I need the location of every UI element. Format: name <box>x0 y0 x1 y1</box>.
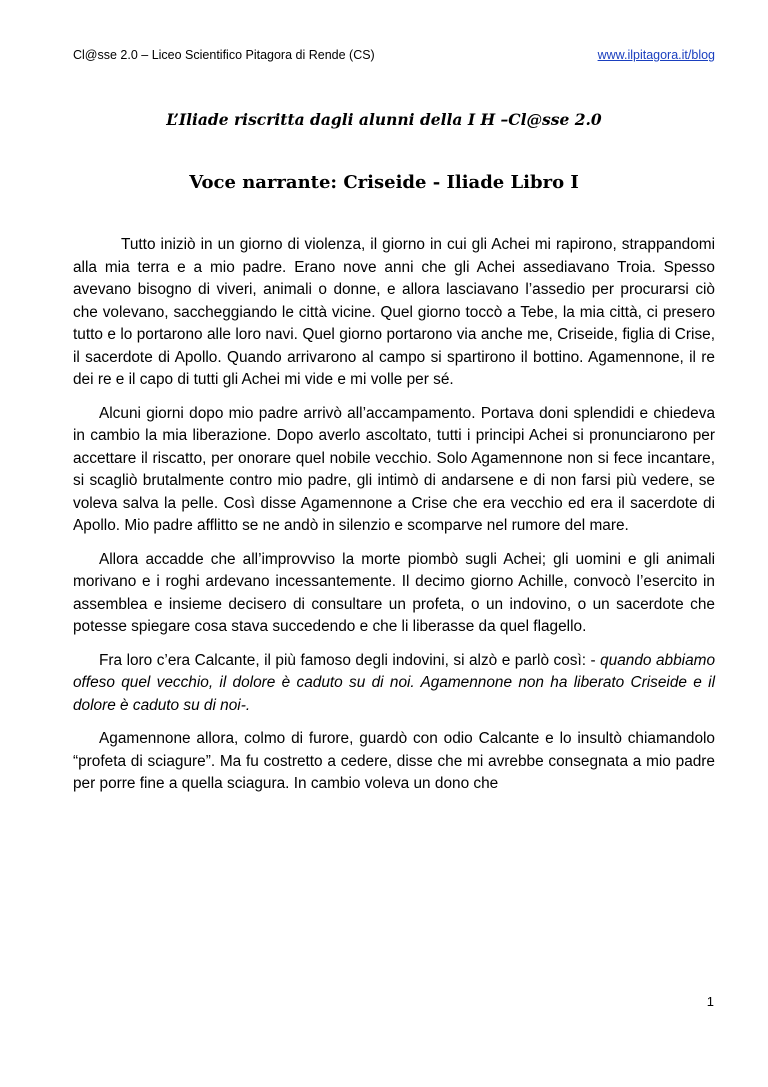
paragraph-quote: quando abbiamo offeso quel vecchio, il dolore è caduto su di noi. Agamennone non ha liberato Criseide e il dolore è caduto su di noi-. <box>73 651 716 714</box>
paragraph: Tutto iniziò in un giorno di violenza, il giorno in cui gli Achei mi rapirono, strappandomi alla mia terra e a mio padre. Erano nove anni che gli Achei assediavano Troia. Spesso avevano bisogno di viveri, animali o donne, e allora lasciavano l’assedio per procurarsi ciò che volevano, saccheggiando le città vicine. Quel giorno toccò a Tebe, la mia città, ci presero tutto e lo portarono alle loro navi. Quel giorno portarono via anche me, Criseide, figlia di Crise, il sacerdote di Apollo. Quando arrivarono al campo si spartirono il bottino. Agamennone, il re dei re e il capo di tutti gli Achei mi vide e mi volle per sé. <box>73 236 715 388</box>
paragraph: Allora accadde che all’improvviso la morte piombò sugli Achei; gli uomini e gli animali morivano e i roghi ardevano incessantemente. Il decimo giorno Achille, convocò l’esercito in assemblea e insieme decisero di consultare un profeta, o un indovino, o un sacerdote che potesse spiegare cosa stava succedendo e che li liberasse da quel flagello. <box>73 550 715 635</box>
document-body <box>73 234 715 807</box>
header-blog-link[interactable]: www.ilpitagora.it/blog <box>597 48 715 62</box>
paragraph <box>73 650 715 718</box>
paragraph-lead: Fra loro c’era Calcante, il più famoso degli indovini, si alzò e parlò così: - <box>99 651 601 669</box>
page-number: 1 <box>706 994 714 1009</box>
page-header <box>73 48 715 64</box>
document-subtitle: L’Iliade riscritta dagli alunni della I H –Cl@sse 2.0 <box>166 110 602 129</box>
paragraph: Alcuni giorni dopo mio padre arrivò all’accampamento. Portava doni splendidi e chiedeva in cambio la mia liberazione. Dopo averlo ascoltato, tutti i principi Achei si pronunciarono per accettare il riscatto, per onorare quel nobile vecchio. Solo Agamennone non si fece incantare, si scagliò brutalmente contro mio padre, gli intimò di andarsene e di non farsi più vedere, se voleva salva la pelle. Così disse Agamennone a Crise che era vecchio ed era il sacerdote di Apollo. Mio padre afflitto se ne andò in silenzio e scomparve nel rumore del mare. <box>73 404 715 534</box>
paragraph: Agamennone allora, colmo di furore, guardò con odio Calcante e lo insultò chiamandolo “profeta di sciagure”. Ma fu costretto a cedere, disse che mi avrebbe consegnata a mio padre per porre fine a quella sciagura. In cambio voleva un dono che <box>73 730 715 792</box>
header-school-name: Cl@sse 2.0 – Liceo Scientifico Pitagora di Rende (CS) <box>73 48 375 62</box>
document-title: Voce narrante: Criseide - Iliade Libro I <box>189 172 579 193</box>
